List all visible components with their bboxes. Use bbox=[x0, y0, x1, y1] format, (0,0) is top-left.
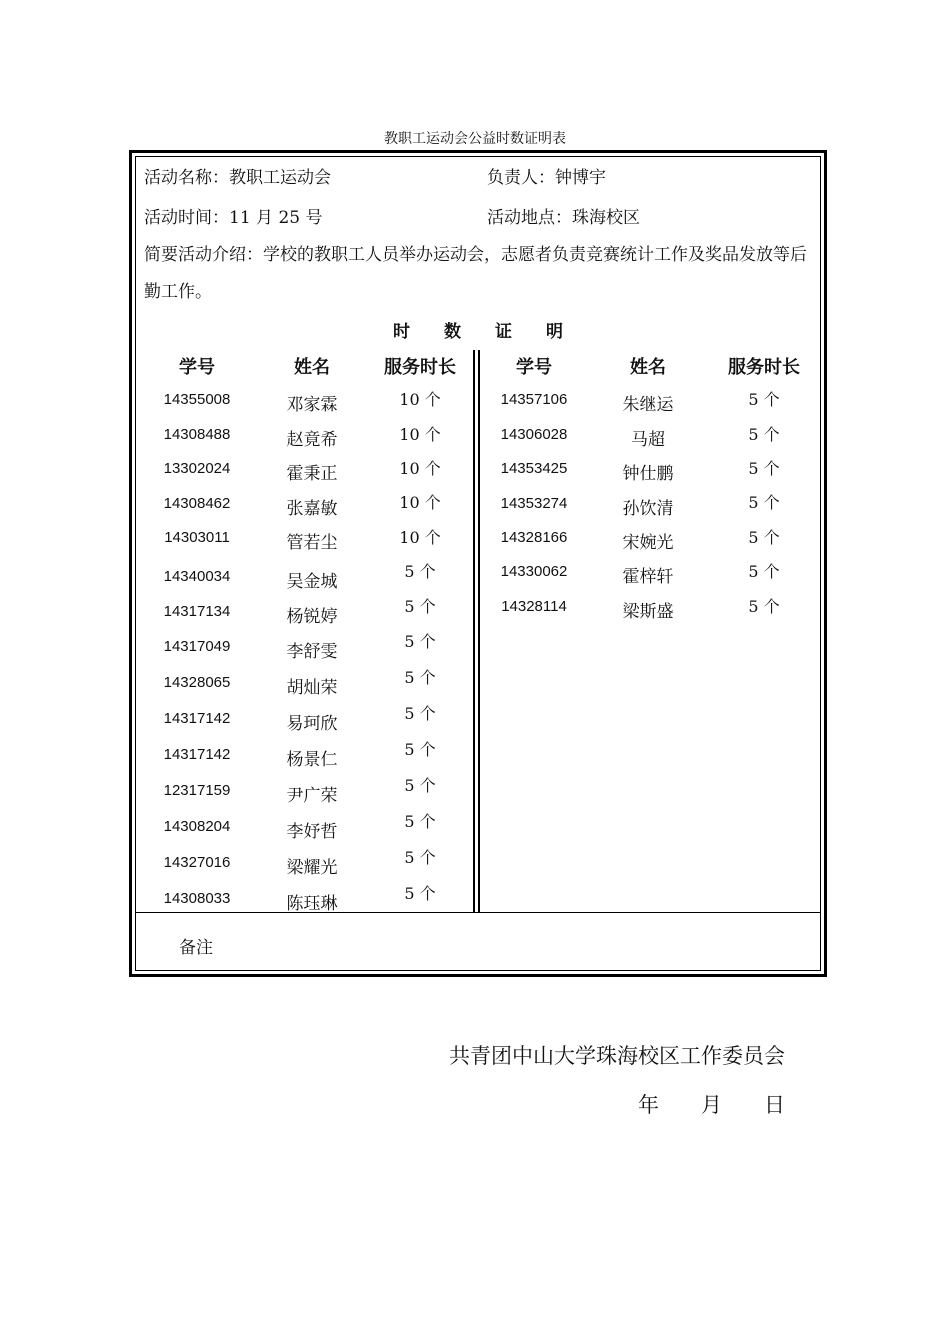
footer-organization: 共青团中山大学珠海校区工作委员会 bbox=[449, 1044, 785, 1068]
left-student-name: 尹广荣 bbox=[286, 786, 338, 806]
left-student-id: 14308488 bbox=[163, 426, 231, 443]
left-student-id: 14303011 bbox=[164, 529, 230, 546]
right-student-name: 孙饮清 bbox=[622, 499, 674, 519]
left-student-name: 张嘉敏 bbox=[286, 499, 338, 519]
left-service-hours: 5 个 bbox=[404, 740, 436, 759]
remark-divider bbox=[136, 912, 820, 913]
left-student-name: 陈珏琳 bbox=[286, 894, 338, 914]
form-body bbox=[135, 156, 821, 971]
right-student-id: 14306028 bbox=[500, 426, 568, 443]
left-student-id: 14317134 bbox=[163, 603, 231, 620]
left-student-id: 14340034 bbox=[163, 568, 231, 585]
left-header-id: 学号 bbox=[179, 357, 215, 378]
right-service-hours: 5 个 bbox=[748, 493, 780, 512]
left-service-hours: 10 个 bbox=[399, 425, 441, 444]
left-service-hours: 10 个 bbox=[399, 390, 441, 409]
footer-year: 年 bbox=[638, 1093, 659, 1117]
section-title-char: 时 bbox=[393, 322, 410, 342]
right-student-id: 14328114 bbox=[501, 598, 567, 615]
section-title-char: 明 bbox=[546, 322, 563, 342]
left-service-hours: 5 个 bbox=[404, 562, 436, 581]
right-student-id: 14357106 bbox=[500, 391, 568, 408]
right-student-name: 梁斯盛 bbox=[622, 602, 674, 622]
left-service-hours: 10 个 bbox=[399, 459, 441, 478]
left-student-name: 霍秉正 bbox=[286, 464, 338, 484]
right-service-hours: 5 个 bbox=[748, 562, 780, 581]
left-service-hours: 5 个 bbox=[404, 776, 436, 795]
left-student-id: 12317159 bbox=[163, 782, 231, 799]
left-service-hours: 5 个 bbox=[404, 597, 436, 616]
left-service-hours: 5 个 bbox=[404, 848, 436, 867]
form-frame bbox=[129, 150, 827, 977]
left-service-hours: 10 个 bbox=[399, 493, 441, 512]
left-student-name: 赵竟希 bbox=[286, 430, 338, 450]
section-title-char: 数 bbox=[444, 322, 461, 342]
right-student-name: 宋婉光 bbox=[622, 533, 674, 553]
left-student-id: 14308033 bbox=[163, 890, 231, 907]
left-service-hours: 5 个 bbox=[404, 812, 436, 831]
right-service-hours: 5 个 bbox=[748, 459, 780, 478]
left-student-name: 易珂欣 bbox=[286, 714, 338, 734]
left-student-name: 胡灿荣 bbox=[286, 678, 338, 698]
activity-intro: 简要活动介绍：学校的教职工人员举办运动会，志愿者负责竞赛统计工作及奖品发放等后勤工作。 bbox=[144, 245, 807, 302]
section-title bbox=[136, 317, 820, 342]
left-student-name: 李舒雯 bbox=[286, 642, 338, 662]
footer-month: 月 bbox=[701, 1093, 722, 1117]
left-student-id: 14328065 bbox=[163, 674, 231, 691]
left-student-name: 邓家霖 bbox=[286, 395, 338, 415]
right-header-name: 姓名 bbox=[630, 357, 666, 378]
left-service-hours: 10 个 bbox=[399, 528, 441, 547]
activity-location: 活动地点：珠海校区 bbox=[487, 208, 640, 228]
left-student-id: 14317049 bbox=[163, 638, 231, 655]
left-service-hours: 5 个 bbox=[404, 704, 436, 723]
left-student-name: 李妤哲 bbox=[286, 822, 338, 842]
right-student-name: 朱继运 bbox=[622, 395, 674, 415]
right-service-hours: 5 个 bbox=[748, 528, 780, 547]
right-student-id: 14328166 bbox=[500, 529, 568, 546]
activity-time: 活动时间：11 月 25 号 bbox=[144, 208, 323, 228]
leader: 负责人：钟博宇 bbox=[487, 168, 606, 188]
left-student-name: 管若尘 bbox=[286, 533, 338, 553]
left-header-name: 姓名 bbox=[294, 357, 330, 378]
right-header-hours: 服务时长 bbox=[728, 357, 800, 378]
footer-day: 日 bbox=[764, 1093, 785, 1117]
left-service-hours: 5 个 bbox=[404, 884, 436, 903]
right-header-id: 学号 bbox=[516, 357, 552, 378]
left-student-name: 杨景仁 bbox=[286, 750, 338, 770]
right-service-hours: 5 个 bbox=[748, 597, 780, 616]
activity-name: 活动名称：教职工运动会 bbox=[144, 168, 331, 188]
section-title-char: 证 bbox=[495, 322, 512, 342]
right-student-name: 钟仕鹏 bbox=[622, 464, 674, 484]
footer-date bbox=[638, 1089, 785, 1119]
left-header-hours: 服务时长 bbox=[384, 357, 456, 378]
right-service-hours: 5 个 bbox=[748, 425, 780, 444]
left-student-name: 杨锐婷 bbox=[286, 607, 338, 627]
left-student-id: 14308462 bbox=[163, 495, 231, 512]
right-student-id: 14353274 bbox=[500, 495, 568, 512]
left-student-id: 14308204 bbox=[163, 818, 231, 835]
left-student-id: 14327016 bbox=[163, 854, 231, 871]
document-title: 教职工运动会公益时数证明表 bbox=[384, 131, 566, 147]
right-student-id: 14330062 bbox=[500, 563, 568, 580]
left-service-hours: 5 个 bbox=[404, 668, 436, 687]
left-student-id: 14317142 bbox=[163, 746, 231, 763]
left-service-hours: 5 个 bbox=[404, 632, 436, 651]
left-student-name: 吴金城 bbox=[286, 572, 338, 592]
right-student-name: 马超 bbox=[631, 430, 665, 450]
left-student-id: 14317142 bbox=[163, 710, 231, 727]
remark-label: 备注 bbox=[179, 938, 213, 958]
left-student-name: 梁耀光 bbox=[286, 858, 338, 878]
left-student-id: 14355008 bbox=[163, 391, 231, 408]
right-student-id: 14353425 bbox=[500, 460, 568, 477]
right-service-hours: 5 个 bbox=[748, 390, 780, 409]
left-student-id: 13302024 bbox=[163, 460, 231, 477]
right-student-name: 霍梓轩 bbox=[622, 567, 674, 587]
